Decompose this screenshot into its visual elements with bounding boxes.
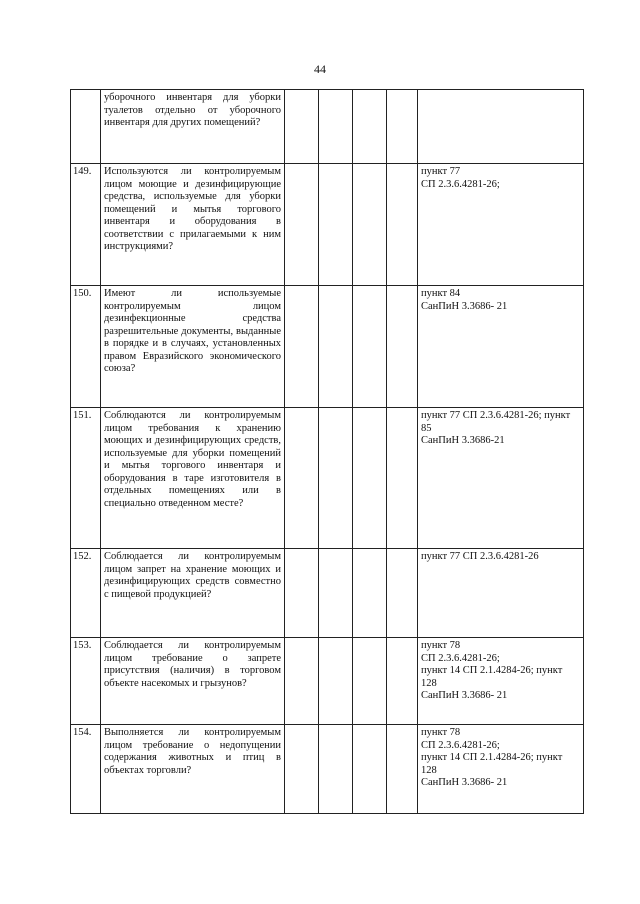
answer-cell-na	[353, 164, 387, 286]
row-number	[71, 90, 101, 164]
table-row	[71, 638, 584, 725]
row-number: 150.	[71, 286, 101, 408]
answer-cell-na	[353, 638, 387, 725]
answer-cell-no	[319, 164, 353, 286]
row-number: 151.	[71, 408, 101, 549]
answer-cell-na	[353, 286, 387, 408]
question-text: Имеют ли используемые контролируемым лицом дезинфекционные средства разрешительные документы, выданные в порядке и в случаях, установленных правом Евразийского экономического союза?	[101, 286, 285, 408]
question-text: Соблюдается ли контролируемым лицом запрет на хранение моющих и дезинфицирующих средств совместно с пищевой продукцией?	[101, 549, 285, 638]
answer-cell-yes	[285, 408, 319, 549]
answer-cell-note	[387, 90, 418, 164]
reference-text: пункт 78 СП 2.3.6.4281-26; пункт 14 СП 2.1.4284-26; пункт 128 СанПиН 3.3686- 21	[418, 638, 584, 725]
table-row	[71, 549, 584, 638]
answer-cell-yes	[285, 286, 319, 408]
answer-cell-note	[387, 549, 418, 638]
answer-cell-no	[319, 286, 353, 408]
table-row	[71, 286, 584, 408]
row-number: 149.	[71, 164, 101, 286]
question-text: Используются ли контролируемым лицом моющие и дезинфицирующие средства, используемые для уборки помещений и мытья торгового инвентаря и оборудования в соответствии с прилагаемыми к ним инструкциями?	[101, 164, 285, 286]
answer-cell-na	[353, 549, 387, 638]
answer-cell-na	[353, 408, 387, 549]
reference-text	[418, 90, 584, 164]
checklist-table	[70, 89, 584, 814]
table-row	[71, 725, 584, 814]
answer-cell-na	[353, 725, 387, 814]
answer-cell-no	[319, 90, 353, 164]
answer-cell-yes	[285, 725, 319, 814]
reference-text: пункт 77 СП 2.3.6.4281-26	[418, 549, 584, 638]
answer-cell-no	[319, 408, 353, 549]
answer-cell-no	[319, 725, 353, 814]
table-row	[71, 164, 584, 286]
row-number: 154.	[71, 725, 101, 814]
answer-cell-note	[387, 286, 418, 408]
table-row	[71, 408, 584, 549]
answer-cell-note	[387, 408, 418, 549]
answer-cell-yes	[285, 90, 319, 164]
question-text: Выполняется ли контролируемым лицом требование о недопущении содержания животных и птиц в объектах торговли?	[101, 725, 285, 814]
answer-cell-note	[387, 725, 418, 814]
answer-cell-na	[353, 90, 387, 164]
answer-cell-no	[319, 549, 353, 638]
reference-text: пункт 77 СП 2.3.6.4281-26; пункт 85 СанПиН 3.3686-21	[418, 408, 584, 549]
answer-cell-yes	[285, 549, 319, 638]
reference-text: пункт 78 СП 2.3.6.4281-26; пункт 14 СП 2.1.4284-26; пункт 128 СанПиН 3.3686- 21	[418, 725, 584, 814]
reference-text: пункт 77 СП 2.3.6.4281-26;	[418, 164, 584, 286]
answer-cell-yes	[285, 164, 319, 286]
answer-cell-note	[387, 638, 418, 725]
answer-cell-no	[319, 638, 353, 725]
answer-cell-yes	[285, 638, 319, 725]
answer-cell-note	[387, 164, 418, 286]
page-number: 44	[314, 62, 326, 76]
reference-text: пункт 84 СанПиН 3.3686- 21	[418, 286, 584, 408]
question-text: уборочного инвентаря для уборки туалетов отдельно от уборочного инвентаря для других помещений?	[101, 90, 285, 164]
table-row	[71, 90, 584, 164]
row-number: 152.	[71, 549, 101, 638]
question-text: Соблюдается ли контролируемым лицом требование о запрете присутствия (наличия) в торговом объекте насекомых и грызунов?	[101, 638, 285, 725]
row-number: 153.	[71, 638, 101, 725]
question-text: Соблюдаются ли контролируемым лицом требования к хранению моющих и дезинфицирующих средств, используемые для уборки помещений и мытья торгового инвентаря и оборудования в таре изготовителя в отдельных помещениях или в специально отведенном месте?	[101, 408, 285, 549]
